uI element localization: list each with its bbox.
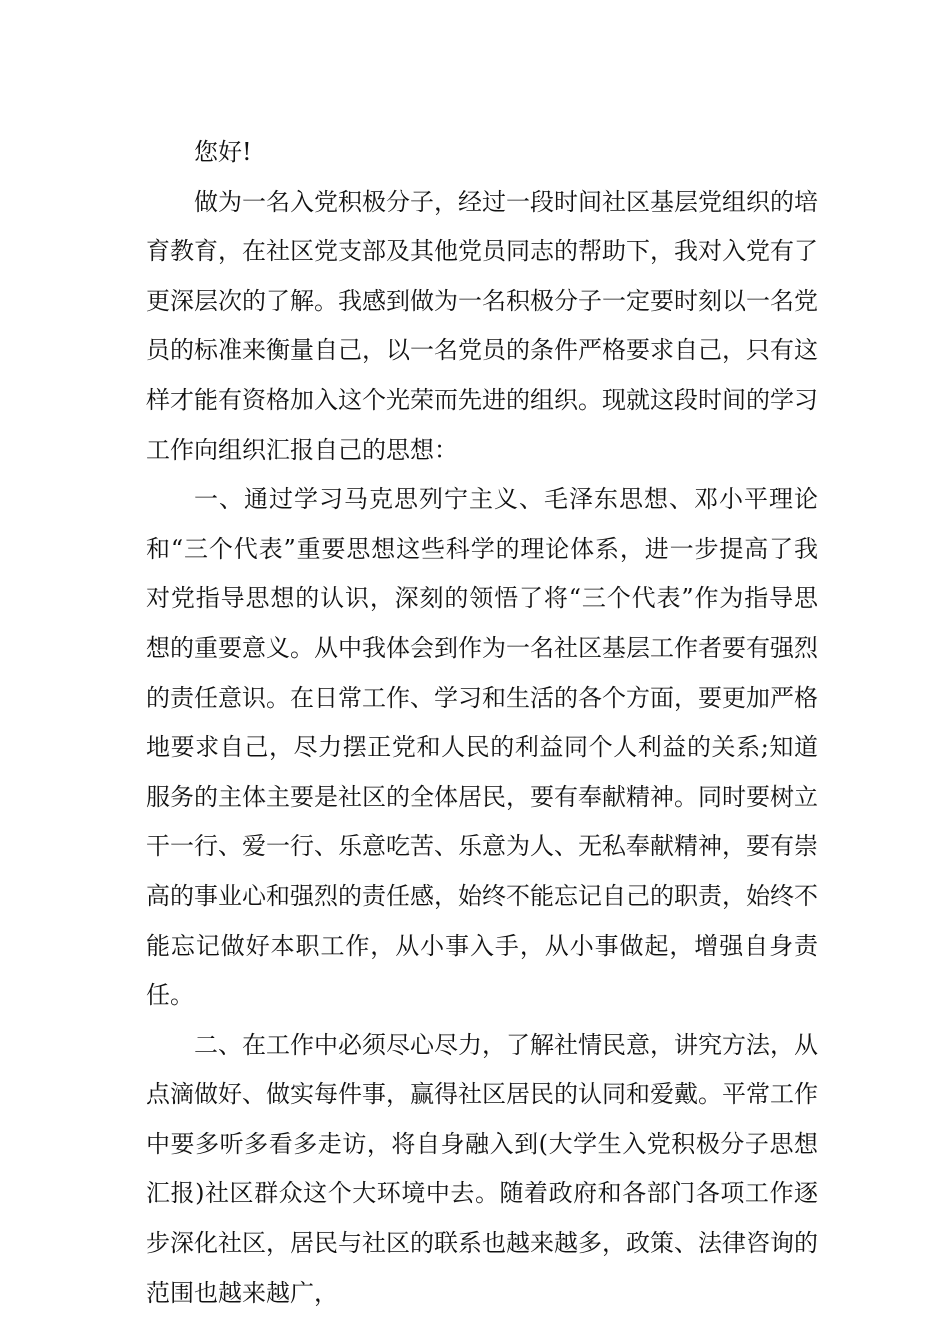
paragraph-point-one: 一、通过学习马克思列宁主义、毛泽东思想、邓小平理论和“三个代表”重要思想这些科学的理论体系，进一步提高了我对党指导思想的认识，深刻的领悟了将“三个代表”作为指导思想的重要意义。从中我体会到作为一名社区基层工作者要有强烈的责任意识。在日常工作、学习和生活的各个方面，要更加严格地要求自己，尽力摆正党和人民的利益同个人利益的关系;知道服务的主体主要是社区的全体居民，要有奉献精神。同时要树立干一行、爱一行、乐意吃苦、乐意为人、无私奉献精神，要有崇高的事业心和强烈的责任感，始终不能忘记自己的职责，始终不能忘记做好本职工作，从小事入手，从小事做起，增强自身责任。 bbox=[146, 485, 818, 1010]
paragraph-intro: 做为一名入党积极分子，经过一段时间社区基层党组织的培育教育，在社区党支部及其他党员同志的帮助下，我对入党有了更深层次的了解。我感到做为一名积极分子一定要时刻以一名党员的标准来衡量自己，以一名党员的条件严格要求自己，只有这样才能有资格加入这个光荣而先进的组织。现就这段时间的学习工作向组织汇报自己的思想： bbox=[146, 187, 818, 464]
document-body bbox=[146, 128, 818, 1318]
greeting: 您好! bbox=[194, 138, 252, 166]
paragraph-point-two: 二、在工作中必须尽心尽力，了解社情民意，讲究方法，从点滴做好、做实每件事，赢得社区居民的认同和爱戴。平常工作中要多听多看多走访，将自身融入到(大学生入党积极分子思想汇报)社区群众这个大环境中去。随着政府和各部门各项工作逐步深化社区，居民与社区的联系也越来越多，政策、法律咨询的范围也越来越广， bbox=[146, 1030, 818, 1307]
